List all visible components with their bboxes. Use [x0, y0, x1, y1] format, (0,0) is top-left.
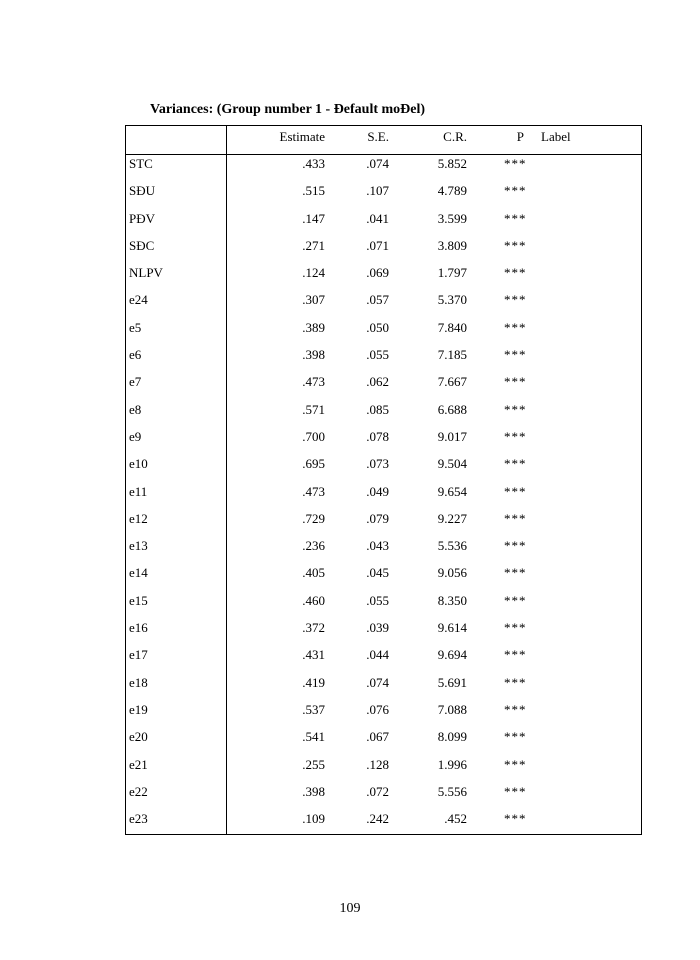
row-name: e19	[129, 701, 148, 717]
row-name: e5	[129, 319, 142, 335]
row-se: .041	[366, 210, 389, 226]
table-row	[126, 482, 641, 509]
row-estimate: .460	[302, 592, 325, 608]
table-row	[126, 236, 641, 263]
row-name: SĐU	[129, 183, 156, 199]
table-row	[126, 563, 641, 590]
table-row	[126, 536, 641, 563]
row-name: e13	[129, 538, 148, 554]
row-se: .076	[366, 701, 389, 717]
row-p: ***	[504, 565, 527, 581]
row-se: .044	[366, 647, 389, 663]
row-cr: 1.797	[437, 265, 467, 281]
row-cr: 9.614	[437, 620, 467, 636]
table-caption: Variances: (Group number 1 - Ðefault moÐel)	[150, 102, 426, 117]
row-p: ***	[504, 783, 527, 799]
row-p: ***	[504, 701, 527, 717]
row-cr: 7.840	[437, 319, 467, 335]
row-estimate: .109	[302, 811, 325, 827]
header-p: P	[516, 129, 524, 144]
row-p: ***	[504, 347, 527, 363]
row-p: ***	[504, 156, 527, 171]
row-p: ***	[504, 538, 527, 554]
row-cr: 5.370	[437, 292, 467, 308]
table-row	[126, 345, 641, 372]
row-se: .072	[366, 783, 389, 799]
row-se: .085	[366, 401, 389, 417]
row-se: .107	[366, 183, 389, 199]
table-row	[126, 755, 641, 782]
row-p: ***	[504, 592, 527, 608]
row-p: ***	[504, 401, 527, 417]
row-estimate: .537	[302, 701, 325, 717]
row-name: SĐC	[129, 237, 155, 253]
row-cr: 5.556	[437, 783, 467, 799]
row-se: .062	[366, 374, 389, 390]
header-label: Label	[541, 129, 571, 144]
row-cr: 9.056	[437, 565, 467, 581]
row-se: .050	[366, 319, 389, 335]
row-name: STC	[129, 156, 153, 171]
row-se: .049	[366, 483, 389, 499]
row-estimate: .372	[302, 620, 325, 636]
row-estimate: .515	[302, 183, 325, 199]
row-se: .071	[366, 237, 389, 253]
row-estimate: .695	[302, 456, 325, 472]
table-row	[126, 209, 641, 236]
row-cr: 6.688	[437, 401, 467, 417]
row-cr: 9.504	[437, 456, 467, 472]
row-estimate: .700	[302, 428, 325, 444]
row-cr: 8.350	[437, 592, 467, 608]
row-cr: 3.599	[437, 210, 467, 226]
row-name: e11	[129, 483, 148, 499]
row-se: .069	[366, 265, 389, 281]
row-estimate: .307	[302, 292, 325, 308]
row-cr: 7.667	[437, 374, 467, 390]
row-estimate: .124	[302, 265, 325, 281]
row-estimate: .398	[302, 347, 325, 363]
table-row	[126, 427, 641, 454]
page-number: 109	[339, 901, 361, 916]
row-name: e14	[129, 565, 148, 581]
row-p: ***	[504, 483, 527, 499]
row-p: ***	[504, 183, 527, 199]
row-p: ***	[504, 811, 527, 827]
row-cr: .452	[444, 811, 467, 827]
table-body	[126, 154, 641, 836]
row-name: e24	[129, 292, 148, 308]
row-name: NLPV	[129, 265, 163, 281]
row-name: e20	[129, 729, 148, 745]
row-se: .079	[366, 510, 389, 526]
row-cr: 9.654	[437, 483, 467, 499]
row-p: ***	[504, 292, 527, 308]
row-cr: 5.691	[437, 674, 467, 690]
table-row	[126, 645, 641, 672]
variances-table	[125, 125, 642, 835]
row-p: ***	[504, 647, 527, 663]
row-p: ***	[504, 428, 527, 444]
table-row	[126, 318, 641, 345]
table-header	[126, 126, 641, 155]
row-se: .039	[366, 620, 389, 636]
table-row	[126, 782, 641, 809]
row-estimate: .255	[302, 756, 325, 772]
row-cr: 7.088	[437, 701, 467, 717]
row-name: e22	[129, 783, 148, 799]
row-se: .242	[366, 811, 389, 827]
row-name: e16	[129, 620, 148, 636]
header-cr: C.R.	[443, 129, 467, 144]
row-se: .074	[366, 674, 389, 690]
row-estimate: .236	[302, 538, 325, 554]
row-estimate: .433	[302, 156, 325, 171]
row-cr: 8.099	[437, 729, 467, 745]
row-p: ***	[504, 756, 527, 772]
table-row	[126, 700, 641, 727]
table-row	[126, 454, 641, 481]
table-row	[126, 618, 641, 645]
row-name: PĐV	[129, 210, 156, 226]
row-cr: 3.809	[437, 237, 467, 253]
row-se: .067	[366, 729, 389, 745]
row-name: e23	[129, 811, 148, 827]
row-cr: 9.017	[437, 428, 467, 444]
table-row	[126, 509, 641, 536]
row-p: ***	[504, 729, 527, 745]
row-se: .073	[366, 456, 389, 472]
row-estimate: .419	[302, 674, 325, 690]
row-estimate: .571	[302, 401, 325, 417]
table-row	[126, 181, 641, 208]
row-cr: 9.227	[437, 510, 467, 526]
row-se: .057	[366, 292, 389, 308]
row-cr: 7.185	[437, 347, 467, 363]
row-name: e18	[129, 674, 148, 690]
row-name: e6	[129, 347, 142, 363]
table-row	[126, 727, 641, 754]
row-estimate: .389	[302, 319, 325, 335]
row-cr: 5.536	[437, 538, 467, 554]
row-name: e21	[129, 756, 148, 772]
table-row	[126, 290, 641, 317]
row-p: ***	[504, 265, 527, 281]
row-p: ***	[504, 456, 527, 472]
row-estimate: .271	[302, 237, 325, 253]
row-p: ***	[504, 510, 527, 526]
row-cr: 5.852	[437, 156, 467, 171]
row-se: .045	[366, 565, 389, 581]
row-p: ***	[504, 237, 527, 253]
table-row	[126, 372, 641, 399]
row-se: .074	[366, 156, 389, 171]
row-name: e10	[129, 456, 148, 472]
row-name: e8	[129, 401, 142, 417]
row-estimate: .729	[302, 510, 325, 526]
row-se: .043	[366, 538, 389, 554]
table-row	[126, 809, 641, 836]
table-row	[126, 263, 641, 290]
table-row	[126, 400, 641, 427]
table-row	[126, 673, 641, 700]
row-name: e15	[129, 592, 148, 608]
row-name: e12	[129, 510, 148, 526]
row-cr: 4.789	[437, 183, 467, 199]
table-row	[126, 591, 641, 618]
row-estimate: .398	[302, 783, 325, 799]
row-se: .055	[366, 347, 389, 363]
row-name: e17	[129, 647, 148, 663]
row-p: ***	[504, 319, 527, 335]
row-p: ***	[504, 210, 527, 226]
row-cr: 1.996	[437, 756, 467, 772]
row-cr: 9.694	[437, 647, 467, 663]
table-row	[126, 154, 641, 181]
row-estimate: .473	[302, 374, 325, 390]
row-se: .078	[366, 428, 389, 444]
row-estimate: .431	[302, 647, 325, 663]
header-estimate: Estimate	[279, 129, 325, 144]
row-estimate: .541	[302, 729, 325, 745]
row-p: ***	[504, 674, 527, 690]
row-estimate: .473	[302, 483, 325, 499]
row-p: ***	[504, 620, 527, 636]
header-se: S.E.	[367, 129, 389, 144]
row-name: e7	[129, 374, 142, 390]
row-p: ***	[504, 374, 527, 390]
row-se: .128	[366, 756, 389, 772]
row-estimate: .405	[302, 565, 325, 581]
row-estimate: .147	[302, 210, 325, 226]
row-se: .055	[366, 592, 389, 608]
row-name: e9	[129, 428, 142, 444]
